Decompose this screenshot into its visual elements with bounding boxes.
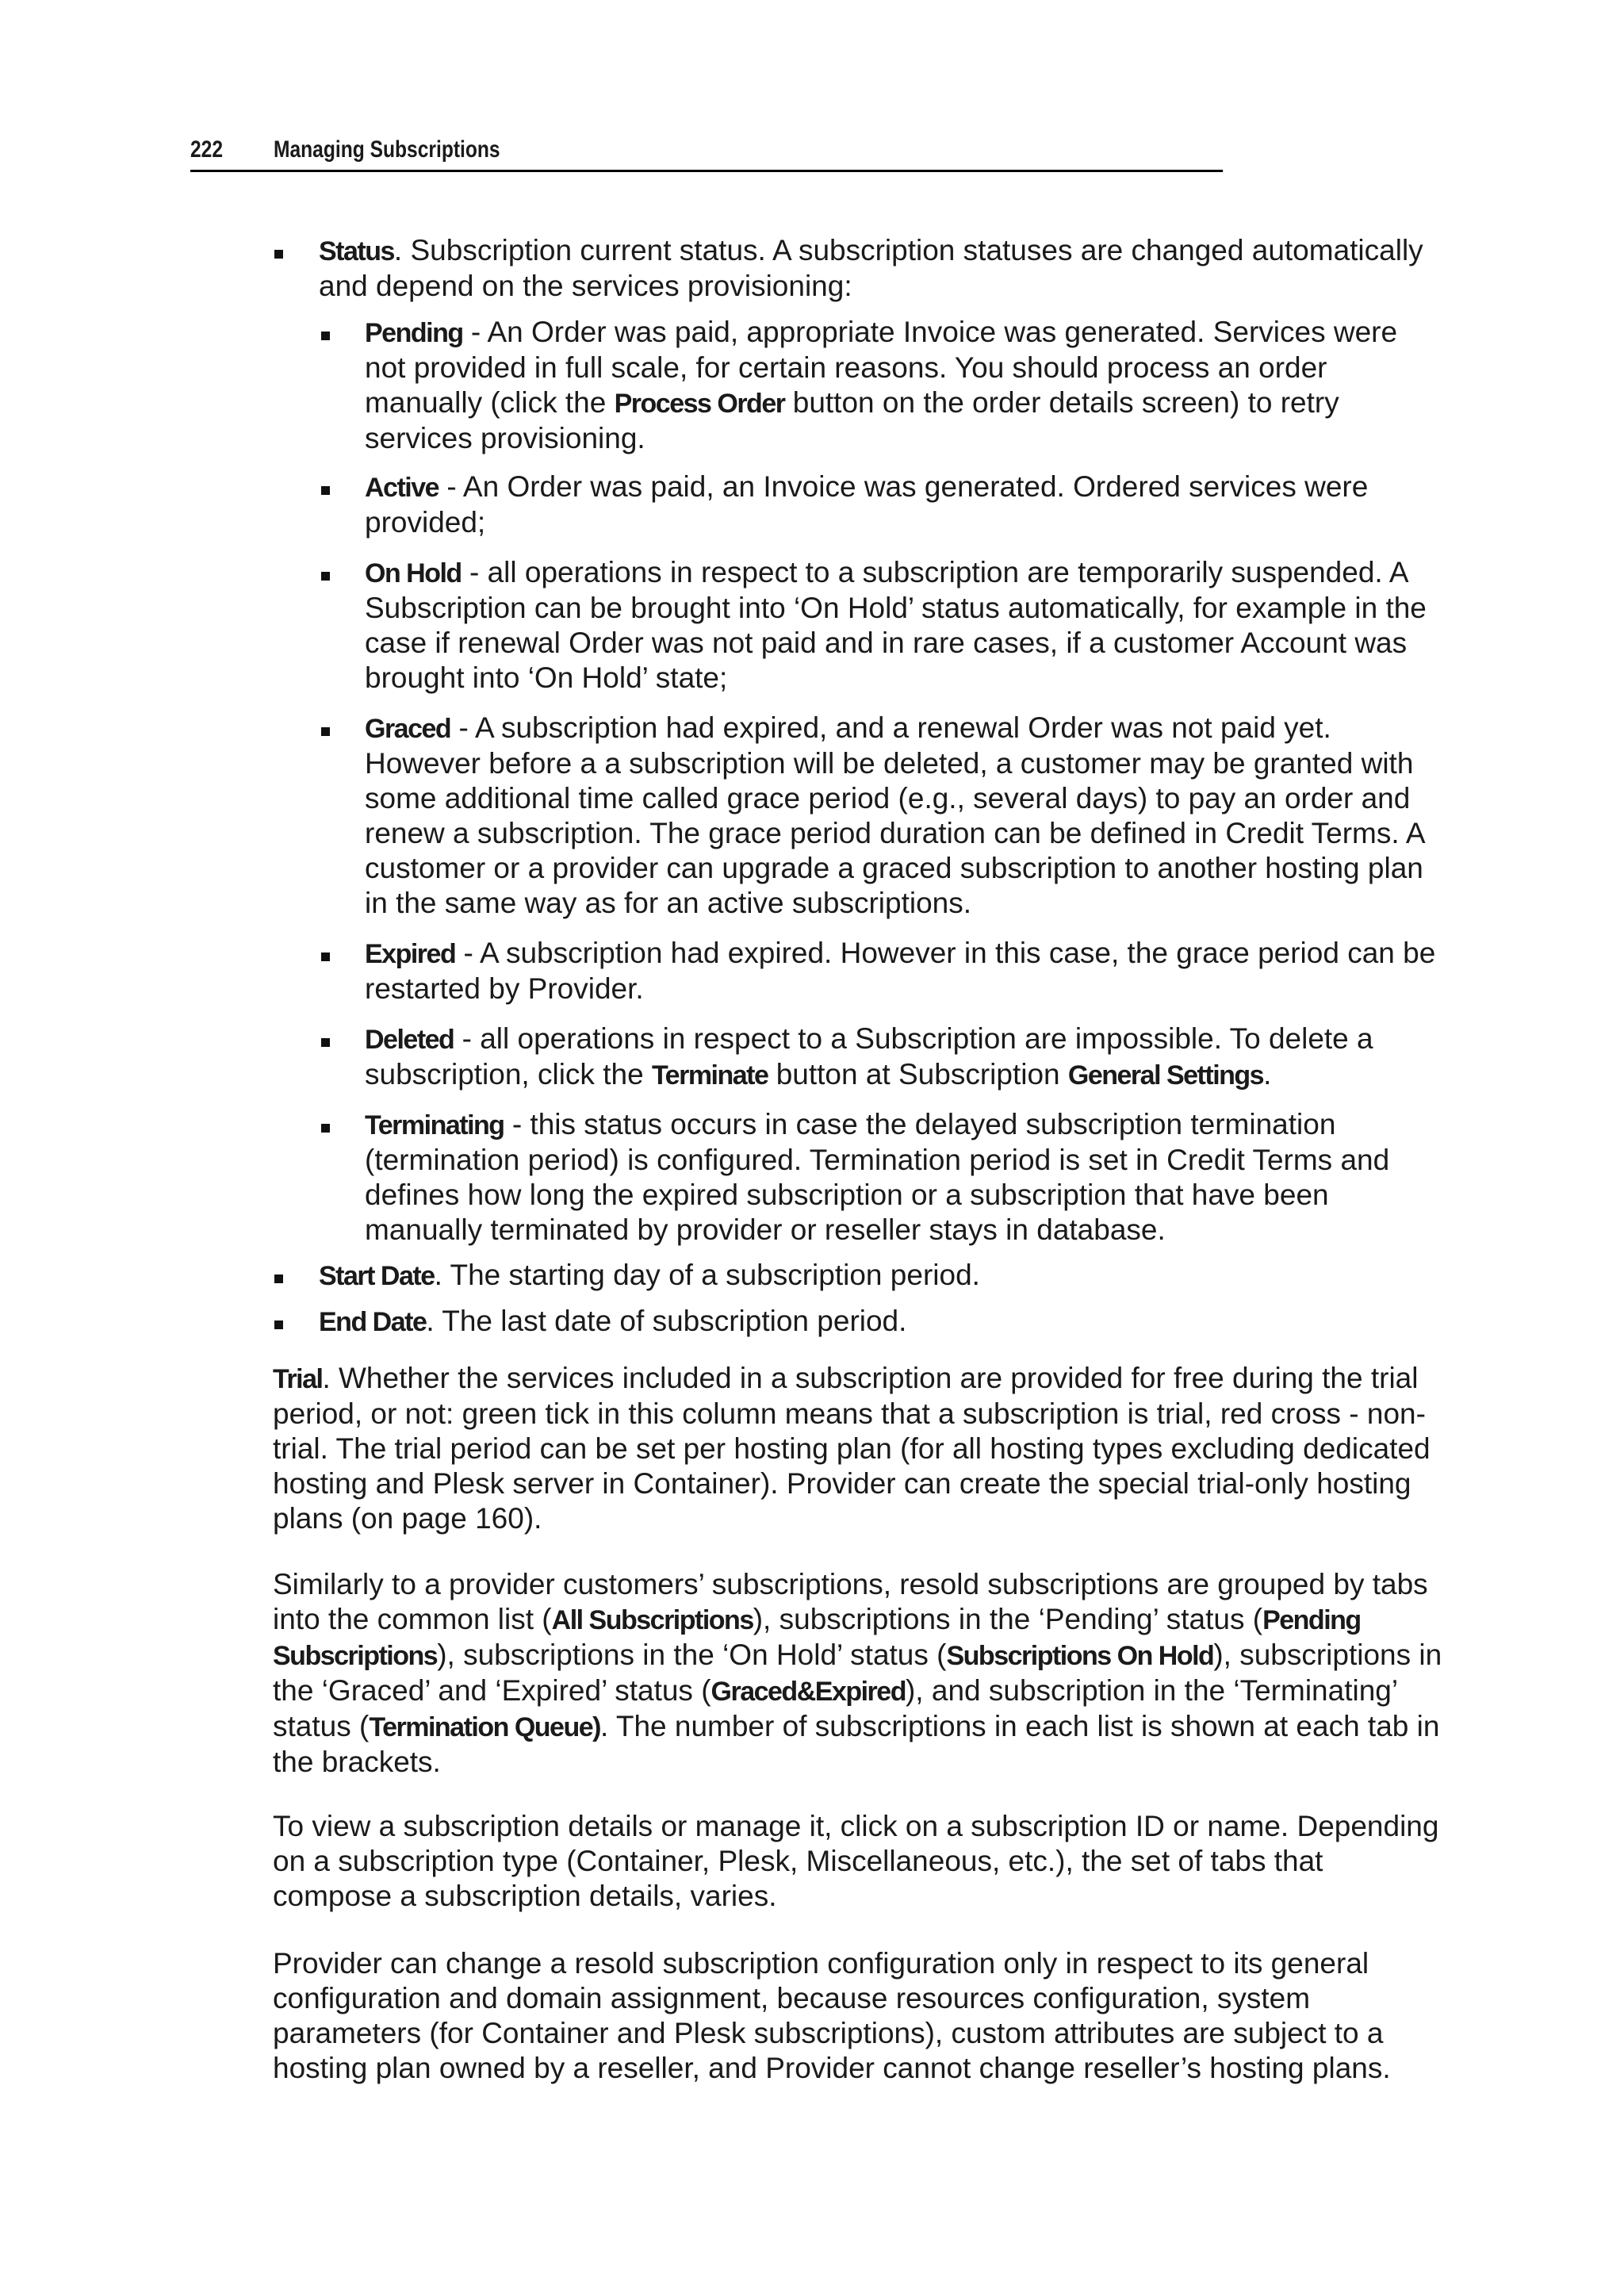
similarly-text-6: . The number of subscriptions in each list is shown at each tab in the brackets. — [273, 1710, 1440, 1778]
term-end-date: End Date — [319, 1307, 427, 1337]
status-description: . Subscription current status. A subscription statuses are changed automatically and depend on the services provisioning: — [319, 234, 1423, 302]
page-number: 222 — [190, 136, 224, 163]
deleted-text-mid: button at Subscription — [768, 1058, 1068, 1091]
chapter-title: Managing Subscriptions — [273, 136, 500, 163]
pending-subscriptions-label: Pending Subscriptions — [273, 1605, 1361, 1671]
subscriptions-on-hold-label: Subscriptions On Hold — [946, 1641, 1214, 1671]
similarly-text-2: ), subscriptions in the ‘Pending’ status ( — [753, 1603, 1263, 1635]
terminate-label: Terminate — [651, 1060, 768, 1091]
term-status: Status — [319, 236, 394, 266]
similarly-paragraph — [273, 1567, 1445, 1780]
graced-expired-label: Graced&Expired — [710, 1677, 906, 1707]
bullet-square-icon — [274, 1274, 283, 1283]
pending-text: - An Order was paid, appropriate Invoice was generated. Services were not provided in full scale, for certain reasons. You should process an order manually (click the — [365, 316, 1398, 419]
bullet-square-icon — [274, 250, 283, 259]
term-deleted: Deleted — [365, 1025, 454, 1055]
list-item-on-hold — [365, 555, 1445, 696]
graced-text: - A subscription had expired, and a renewal Order was not paid yet. However before a a subscription will be deleted, a customer may be granted with some additional time called grace period (e.g., several days) to pay an order and renew a subscription. The grace period duration can be defined in Credit Terms. A customer or a provider can upgrade a graced subscription to another hosting plan in the same way as for an active subscriptions. — [365, 711, 1424, 919]
on-hold-text: - all operations in respect to a subscription are temporarily suspended. A Subscription can be brought into ‘On Hold’ status automatically, for example in the case if renewal Order was not paid and in rare cases, if a customer Account was brought into ‘On Hold’ state; — [365, 556, 1427, 694]
general-settings-label: General Settings — [1067, 1060, 1264, 1091]
all-subscriptions-label: All Subscriptions — [551, 1605, 753, 1635]
term-trial: Trial — [273, 1364, 323, 1394]
bullet-square-icon — [321, 486, 330, 495]
start-date-text: . The starting day of a subscription period. — [434, 1259, 980, 1291]
bullet-square-icon — [321, 727, 330, 736]
term-on-hold: On Hold — [365, 558, 462, 588]
list-item-graced — [365, 711, 1445, 921]
deleted-text-end: . — [1263, 1058, 1272, 1091]
list-item-start-date — [319, 1258, 1445, 1294]
terminating-text: - this status occurs in case the delayed subscription termination (termination period) is configured. Termination period is set in Credit Terms and defines how long the expired subscription or a subscription that have been manually terminated by provider or reseller stays in database. — [365, 1108, 1390, 1246]
term-graced: Graced — [365, 714, 451, 744]
bullet-square-icon — [321, 1038, 330, 1047]
list-item-expired — [365, 936, 1445, 1006]
list-item-deleted — [365, 1022, 1445, 1093]
list-item-status — [319, 233, 1445, 304]
similarly-text-5: ), and subscription in the ‘Terminating’ status ( — [273, 1674, 1397, 1742]
bullet-square-icon — [321, 572, 330, 581]
termination-queue-label: Termination Queue) — [369, 1712, 600, 1742]
term-active: Active — [365, 473, 439, 503]
list-item-end-date — [319, 1304, 1445, 1340]
similarly-text-4: ), subscriptions in the ‘Graced’ and ‘Expired’ status ( — [273, 1639, 1442, 1707]
active-text: - An Order was paid, an Invoice was generated. Ordered services were provided; — [365, 470, 1369, 539]
term-start-date: Start Date — [319, 1261, 435, 1291]
trial-paragraph — [273, 1361, 1445, 1536]
deleted-text: - all operations in respect to a Subscription are impossible. To delete a subscription, click the — [365, 1022, 1373, 1091]
term-terminating: Terminating — [365, 1110, 504, 1140]
trial-text: . Whether the services included in a subscription are provided for free during the trial period, or not: green tick in this column means that a subscription is trial, red cross - non-trial. The trial period can be set per hosting plan (for all hosting types excluding dedicated hosting and Plesk server in Container). Provider can create the special trial-only hosting plans (on page 160). — [273, 1362, 1431, 1535]
process-order-label: Process Order — [614, 389, 785, 419]
provider-paragraph: Provider can change a resold subscription configuration only in respect to its general configuration and domain assignment, because resources configuration, system parameters (for Container and Plesk subscriptions), custom attributes are subject to a hosting plan owned by a reseller, and Provider cannot change reseller’s hosting plans. — [273, 1947, 1391, 2084]
bullet-square-icon — [321, 1124, 330, 1133]
end-date-text: . The last date of subscription period. — [426, 1305, 907, 1337]
bullet-square-icon — [321, 953, 330, 961]
term-pending: Pending — [365, 318, 463, 348]
term-expired: Expired — [365, 939, 456, 969]
pending-text-rest: button on the order details screen) to retry services provisioning. — [365, 386, 1339, 454]
view-details-paragraph: To view a subscription details or manage it, click on a subscription ID or name. Depending on a subscription type (Container, Plesk, Miscellaneous, etc.), the set of tabs that compose a subscription details, varies. — [273, 1810, 1439, 1912]
bullet-square-icon — [274, 1320, 283, 1329]
list-item-terminating — [365, 1107, 1445, 1248]
similarly-text-3: ), subscriptions in the ‘On Hold’ status ( — [437, 1639, 947, 1671]
expired-text: - A subscription had expired. However in this case, the grace period can be restarted by Provider. — [365, 937, 1436, 1005]
bullet-square-icon — [321, 332, 330, 340]
running-header — [190, 135, 1223, 172]
list-item-pending — [365, 315, 1445, 456]
list-item-active — [365, 470, 1445, 540]
similarly-text-1: Similarly to a provider customers’ subscriptions, resold subscriptions are grouped by tabs into the common list ( — [273, 1568, 1428, 1635]
